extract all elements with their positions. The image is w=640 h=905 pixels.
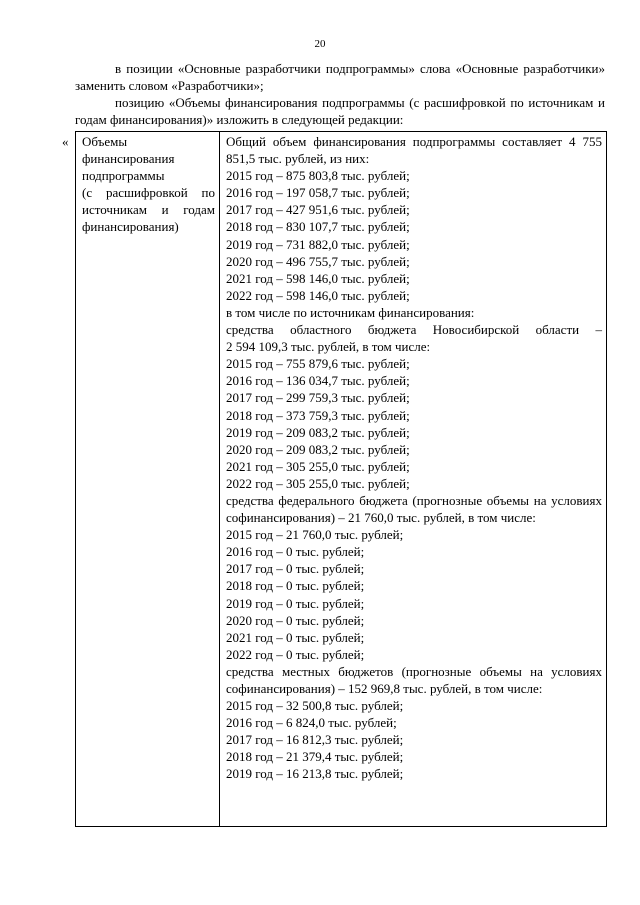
regional-budget-line: 2 594 109,3 тыс. рублей, в том числе: [226,339,431,355]
list-item: 2018 год – 0 тыс. рублей; [226,578,365,594]
opening-quote: « [62,134,69,149]
list-item: 2016 год – 197 058,7 тыс. рублей; [226,185,410,201]
list-item: 2015 год – 21 760,0 тыс. рублей; [226,527,404,543]
position-name-line: финансирования) [82,219,179,235]
list-item: 2020 год – 0 тыс. рублей; [226,612,365,628]
list-item: 2018 год – 21 379,4 тыс. рублей; [226,749,404,765]
financing-details-cell [220,132,606,827]
page-number: 20 [314,38,326,50]
table-bottom-border [75,826,606,827]
local-years-list [226,697,602,782]
list-item: 2019 год – 0 тыс. рублей; [226,595,365,611]
list-item: 2020 год – 496 755,7 тыс. рублей; [226,253,410,269]
list-item: 2017 год – 0 тыс. рублей; [226,561,365,577]
list-item: 2022 год – 305 255,0 тыс. рублей; [226,475,410,491]
list-item: 2017 год – 427 951,6 тыс. рублей; [226,202,410,218]
position-name-line: (с расшифровкой по [82,185,215,201]
regional-years-list [226,355,602,492]
regional-budget-line: средства областного бюджета Новосибирской области – [226,322,602,338]
position-name-line: источникам и годам [82,202,215,218]
list-item: 2018 год – 830 107,7 тыс. рублей; [226,219,410,235]
intro-text [75,60,605,128]
list-item: 2019 год – 209 083,2 тыс. рублей; [226,424,410,440]
list-item: 2019 год – 16 213,8 тыс. рублей; [226,766,404,782]
list-item: 2017 год – 299 759,3 тыс. рублей; [226,390,410,406]
list-item: 2015 год – 875 803,8 тыс. рублей; [226,168,410,184]
federal-years-list [226,526,602,663]
list-item: 2021 год – 0 тыс. рублей; [226,629,365,645]
list-item: 2021 год – 305 255,0 тыс. рублей; [226,458,410,474]
intro-paragraph-2: позицию «Объемы финансирования подпрограммы (с расшифровкой по источникам и годам финансирования)» изложить в следующей редакции: [75,95,605,127]
intro-paragraph-1: в позиции «Основные разработчики подпрограммы» слова «Основные разработчики» заменить словом «Разработчики»; [75,61,605,93]
list-item: 2018 год – 373 759,3 тыс. рублей; [226,407,410,423]
position-name-cell [76,132,220,827]
list-item: 2016 год – 6 824,0 тыс. рублей; [226,715,397,731]
list-item: 2015 год – 755 879,6 тыс. рублей; [226,356,410,372]
list-item: 2020 год – 209 083,2 тыс. рублей; [226,441,410,457]
position-name-line: финансирования [82,151,175,167]
list-item: 2015 год – 32 500,8 тыс. рублей; [226,698,404,714]
by-source-heading: в том числе по источникам финансирования: [226,304,475,320]
total-years-list [226,167,602,304]
list-item: 2022 год – 598 146,0 тыс. рублей; [226,287,410,303]
local-budget: средства местных бюджетов (прогнозные объемы на условиях софинансирования) – 152 969,8 тыс. рублей, в том числе: [226,663,602,696]
total-financing: Общий объем финансирования подпрограммы составляет 4 755 851,5 тыс. рублей, из них: [226,134,602,167]
list-item: 2021 год – 598 146,0 тыс. рублей; [226,270,410,286]
list-item: 2019 год – 731 882,0 тыс. рублей; [226,236,410,252]
federal-budget: средства федерального бюджета (прогнозные объемы на условиях софинансирования) – 21 760,0 тыс. рублей, в том числе: [226,492,602,526]
position-name-line: Объемы [82,134,128,149]
list-item: 2017 год – 16 812,3 тыс. рублей; [226,732,404,748]
financing-table [75,131,607,827]
list-item: 2016 год – 0 тыс. рублей; [226,544,365,560]
list-item: 2016 год – 136 034,7 тыс. рублей; [226,373,410,389]
position-name-line: подпрограммы [82,168,165,184]
list-item: 2022 год – 0 тыс. рублей; [226,646,365,662]
